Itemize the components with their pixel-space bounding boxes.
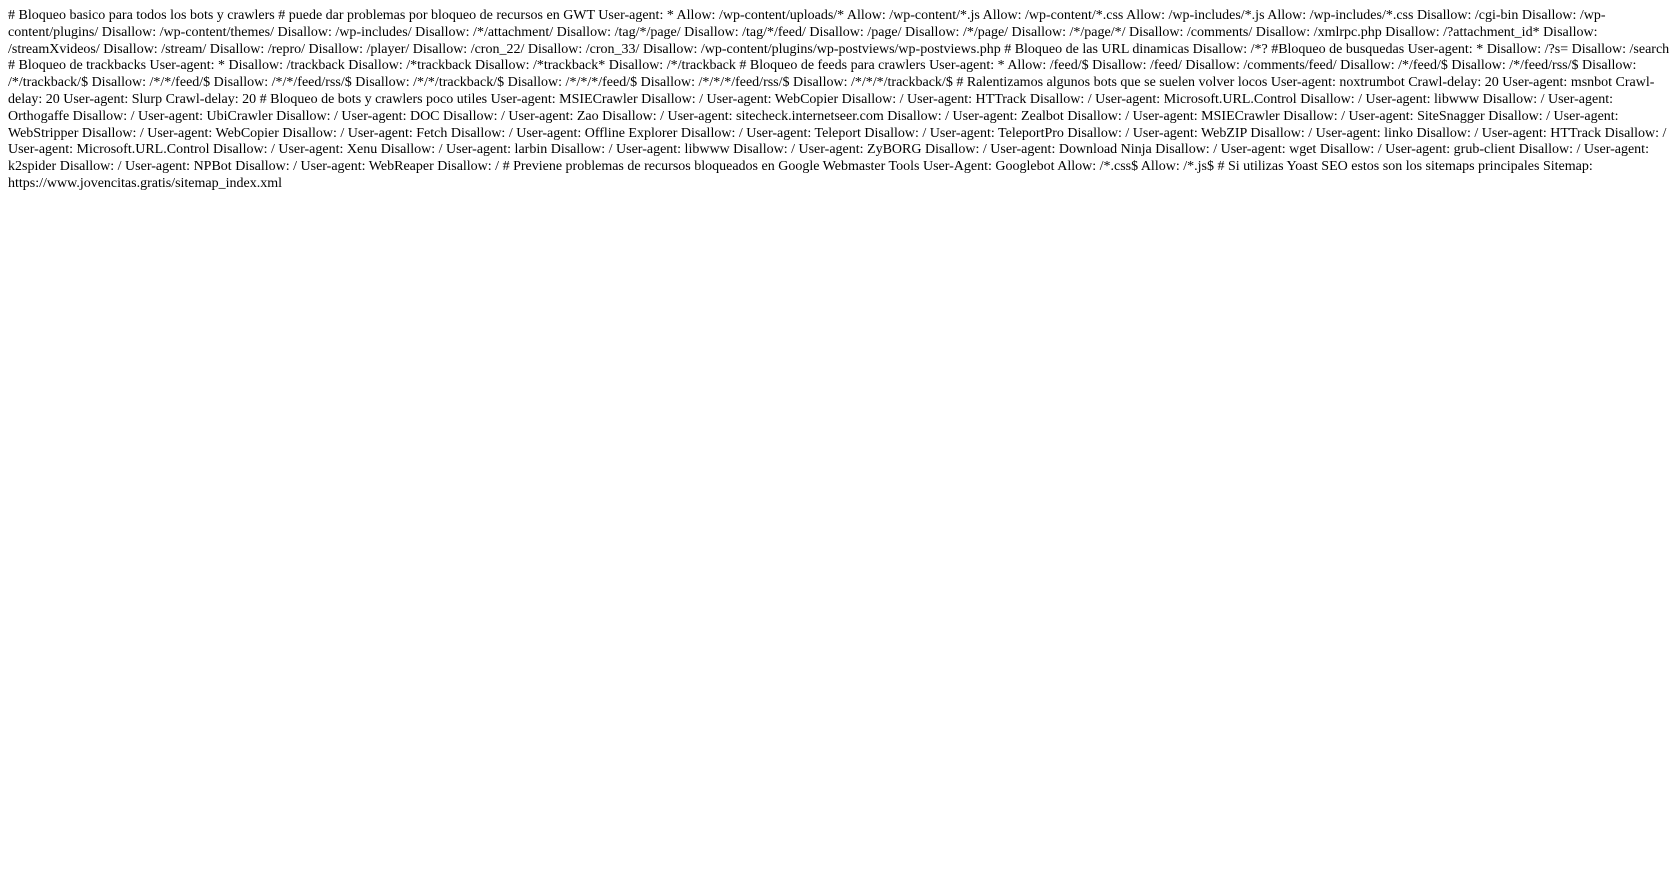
robots-txt-content: # Bloqueo basico para todos los bots y crawlers # puede dar problemas por bloqueo de recursos en GWT User-agent: * Allow: /wp-content/uploads/* Allow: /wp-content/*.js Allow: /wp-content/*.css Allow: /wp-includes/*.js Allow: /wp-includes/*.css Disallow: /cgi-bin Disallow: /wp-content/plugins/ Disallow: /wp-content/themes/ Disallow: /wp-includes/ Disallow: /*/attachment/ Disallow: /tag/*/page/ Disallow: /tag/*/feed/ Disallow: /page/ Disallow: /*/page/ Disallow: /*/page/*/ Disallow: /comments/ Disallow: /xmlrpc.php Disallow: /?attachment_id* Disallow: /streamXvideos/ Disallow: /stream/ Disallow: /repro/ Disallow: /player/ Disallow: /cron_22/ Disallow: /cron_33/ Disallow: /wp-content/plugins/wp-postviews/wp-postviews.php # Bloqueo de las URL dinamicas Disallow: /*? #Bloqueo de busquedas User-agent: * Disallow: /?s= Disallow: /search # Bloqueo de trackbacks User-agent: * Disallow: /trackback Disallow: /*trackback Disallow: /*trackback* Disallow: /*/trackback # Bloqueo de feeds para crawlers User-agent: * Allow: /feed/$ Disallow: /feed/ Disallow: /comments/feed/ Disallow: /*/feed/$ Disallow: /*/feed/rss/$ Disallow: /*/trackback/$ Disallow: /*/*/feed/$ Disallow: /*/*/feed/rss/$ Disallow: /*/*/trackback/$ Disallow: /*/*/*/feed/$ Disallow: /*/*/*/feed/rss/$ Disallow: /*/*/*/trackback/$ # Ralentizamos algunos bots que se suelen volver locos User-agent: noxtrumbot Crawl-delay: 20 User-agent: msnbot Crawl-delay: 20 User-agent: Slurp Crawl-delay: 20 # Bloqueo de bots y crawlers poco utiles User-agent: MSIECrawler Disallow: / User-agent: WebCopier Disallow: / User-agent: HTTrack Disallow: / User-agent: Microsoft.URL.Control Disallow: / User-agent: libwww Disallow: / User-agent: Orthogaffe Disallow: / User-agent: UbiCrawler Disallow: / User-agent: DOC Disallow: / User-agent: Zao Disallow: / User-agent: sitecheck.internetseer.com Disallow: / User-agent: Zealbot Disallow: / User-agent: MSIECrawler Disallow: / User-agent: SiteSnagger Disallow: / User-agent: WebStripper Disallow: / User-agent: WebCopier Disallow: / User-agent: Fetch Disallow: / User-agent: Offline Explorer Disallow: / User-agent: Teleport Disallow: / User-agent: TeleportPro Disallow: / User-agent: WebZIP Disallow: / User-agent: linko Disallow: / User-agent: HTTrack Disallow: / User-agent: Microsoft.URL.Control Disallow: / User-agent: Xenu Disallow: / User-agent: larbin Disallow: / User-agent: libwww Disallow: / User-agent: ZyBORG Disallow: / User-agent: Download Ninja Disallow: / User-agent: wget Disallow: / User-agent: grub-client Disallow: / User-agent: k2spider Disallow: / User-agent: NPBot Disallow: / User-agent: WebReaper Disallow: / # Previene problemas de recursos bloqueados en Google Webmaster Tools User-Agent: Googlebot Allow: /*.css$ Allow: /*.js$ # Si utilizas Yoast SEO estos son los sitemaps principales Sitemap: https://www.jovencitas.gratis/sitemap_index.xml <box>8 8 1670 191</box>
